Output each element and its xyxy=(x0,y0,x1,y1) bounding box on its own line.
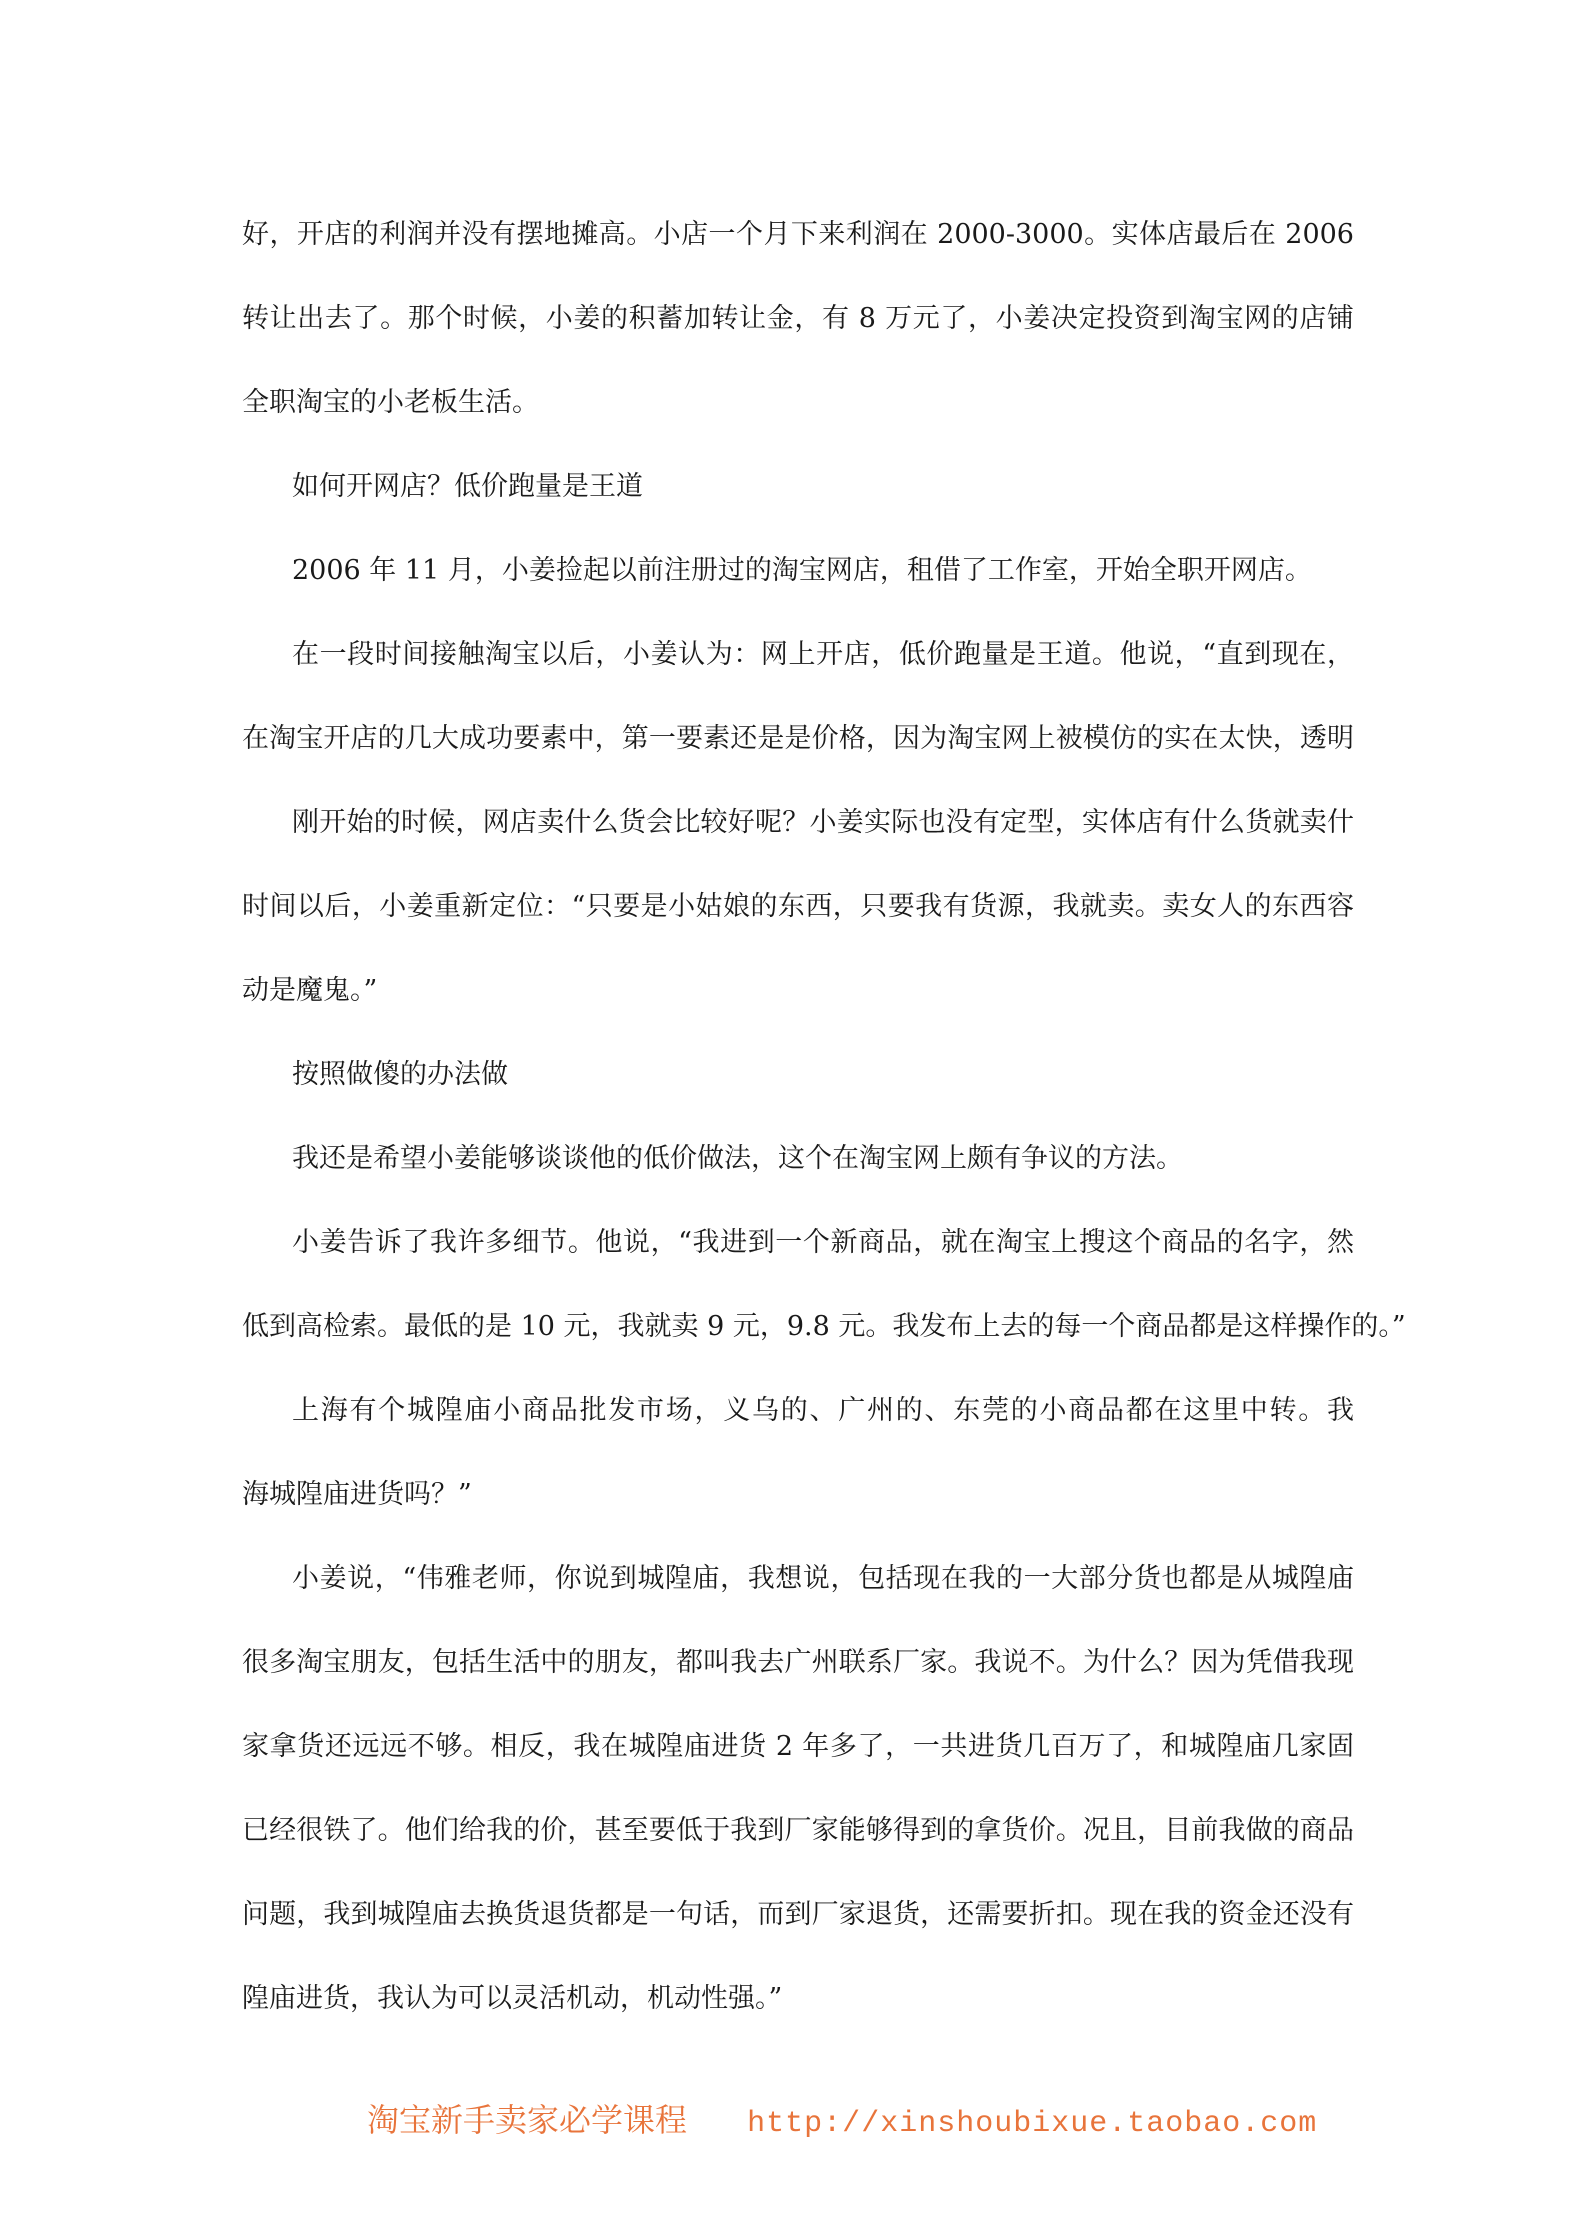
text-line: 在淘宝开店的几大成功要素中，第一要素还是是价格，因为淘宝网上被模仿的实在太快，透明 xyxy=(242,723,1354,754)
text-line: 很多淘宝朋友，包括生活中的朋友，都叫我去广州联系厂家。我说不。为什么？因为凭借我现 xyxy=(242,1647,1354,1678)
text-line: 全职淘宝的小老板生活。 xyxy=(242,387,539,418)
text-line: 已经很铁了。他们给我的价，甚至要低于我到厂家能够得到的拿货价。况且，目前我做的商品 xyxy=(242,1815,1354,1846)
text-line: 隍庙进货，我认为可以灵活机动，机动性强。” xyxy=(242,1983,783,2014)
text-line: 上海有个城隍庙小商品批发市场，义乌的、广州的、东莞的小商品都在这里中转。我 xyxy=(292,1395,1354,1426)
document-body xyxy=(242,193,1406,2041)
text-line: 海城隍庙进货吗？” xyxy=(242,1479,472,1510)
text-line: 在一段时间接触淘宝以后，小姜认为：网上开店，低价跑量是王道。他说，“直到现在， xyxy=(292,639,1354,670)
text-line: 好，开店的利润并没有摆地摊高。小店一个月下来利润在 2000-3000。实体店最后在 2006 xyxy=(242,219,1354,250)
text-line: 2006 年 11 月，小姜捡起以前注册过的淘宝网店，租借了工作室，开始全职开网店。 xyxy=(292,555,1312,586)
text-line: 低到高检索。最低的是 10 元，我就卖 9 元，9.8 元。我发布上去的每一个商品都是这样操作的。” xyxy=(242,1311,1406,1342)
page-footer xyxy=(367,2092,1317,2148)
footer-course-title: 淘宝新手卖家必学课程 xyxy=(367,2101,688,2139)
text-line: 问题，我到城隍庙去换货退货都是一句话，而到厂家退货，还需要折扣。现在我的资金还没有 xyxy=(242,1899,1354,1930)
footer-url-link[interactable]: http://xinshoubixue.taobao.com xyxy=(747,2107,1318,2141)
text-line: 小姜说，“伟雅老师，你说到城隍庙，我想说，包括现在我的一大部分货也都是从城隍庙 xyxy=(292,1563,1354,1594)
text-line: 刚开始的时候，网店卖什么货会比较好呢？小姜实际也没有定型，实体店有什么货就卖什 xyxy=(292,807,1354,838)
text-line: 转让出去了。那个时候，小姜的积蓄加转让金，有 8 万元了，小姜决定投资到淘宝网的店铺 xyxy=(242,303,1354,334)
text-line: 小姜告诉了我许多细节。他说，“我进到一个新商品，就在淘宝上搜这个商品的名字，然 xyxy=(292,1227,1354,1258)
text-line: 家拿货还远远不够。相反，我在城隍庙进货 2 年多了，一共进货几百万了，和城隍庙几家固 xyxy=(242,1731,1354,1762)
text-line: 时间以后，小姜重新定位：“只要是小姑娘的东西，只要我有货源，我就卖。卖女人的东西容 xyxy=(242,891,1354,922)
text-line: 如何开网店？低价跑量是王道 xyxy=(292,471,643,502)
text-line: 我还是希望小姜能够谈谈他的低价做法，这个在淘宝网上颇有争议的方法。 xyxy=(292,1143,1183,1174)
text-line: 按照做傻的办法做 xyxy=(292,1059,508,1090)
text-line: 动是魔鬼。” xyxy=(242,975,378,1006)
